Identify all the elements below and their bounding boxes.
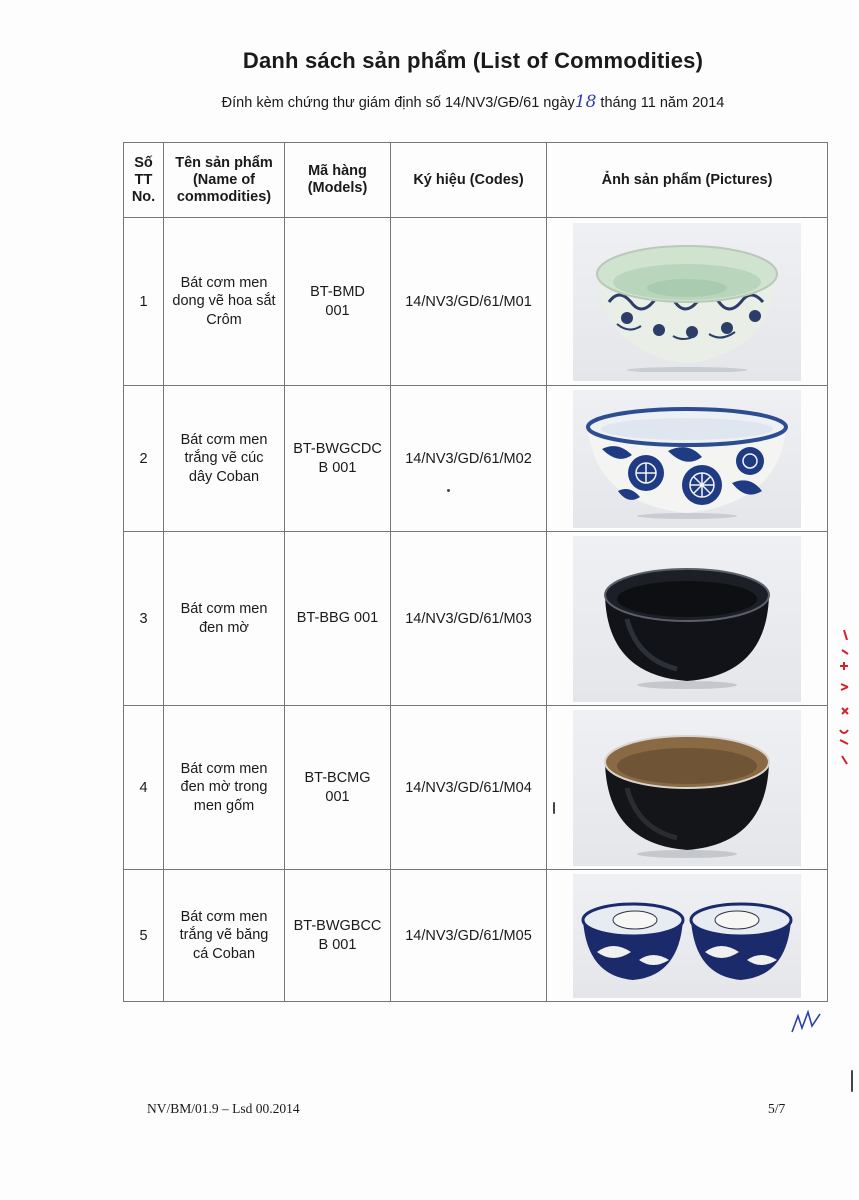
commodities-table bbox=[123, 142, 828, 1002]
picture-cell bbox=[547, 386, 828, 532]
commodity-name: Bát cơm men đen mờ trong men gốm bbox=[164, 706, 285, 870]
row-number: 5 bbox=[124, 870, 164, 1002]
commodity-name: Bát cơm men trắng vẽ băng cá Coban bbox=[164, 870, 285, 1002]
commodity-code: 14/NV3/GD/61/M01 bbox=[391, 218, 547, 386]
scan-speck bbox=[447, 489, 450, 492]
fish-pattern-bowls-icon bbox=[573, 874, 801, 998]
table-header-row bbox=[124, 143, 828, 218]
commodity-code: 14/NV3/GD/61/M02 bbox=[391, 386, 547, 532]
model-code: BT-BCMG 001 bbox=[285, 706, 391, 870]
row-number: 3 bbox=[124, 532, 164, 706]
header-model: Mã hàng (Models) bbox=[285, 143, 391, 218]
commodity-code: 14/NV3/GD/61/M04 bbox=[391, 706, 547, 870]
handwritten-initials-icon bbox=[790, 1008, 824, 1041]
model-code: BT-BMD 001 bbox=[285, 218, 391, 386]
row-number: 4 bbox=[124, 706, 164, 870]
page-title: Danh sách sản phẩm (List of Commodities) bbox=[242, 48, 704, 73]
model-code: BT-BBG 001 bbox=[285, 532, 391, 706]
scan-speck bbox=[553, 802, 555, 814]
table-row bbox=[124, 218, 828, 386]
handwritten-day: 18 bbox=[574, 92, 597, 112]
header-code: Ký hiệu (Codes) bbox=[391, 143, 547, 218]
row-number: 1 bbox=[124, 218, 164, 386]
commodity-code: 14/NV3/GD/61/M03 bbox=[391, 532, 547, 706]
model-code: BT-BWGCDCB 001 bbox=[285, 386, 391, 532]
scan-speck bbox=[851, 1070, 853, 1092]
table-row bbox=[124, 532, 828, 706]
commodity-code: 14/NV3/GD/61/M05 bbox=[391, 870, 547, 1002]
stamp-fragment-icon bbox=[832, 620, 856, 775]
black-bowl-ceramic-interior-icon bbox=[573, 710, 801, 866]
matte-black-bowl-icon bbox=[573, 536, 801, 702]
celadon-bowl-icon bbox=[573, 223, 801, 381]
commodity-name: Bát cơm men đen mờ bbox=[164, 532, 285, 706]
picture-cell bbox=[547, 532, 828, 706]
header-picture: Ảnh sản phẩm (Pictures) bbox=[547, 143, 828, 218]
table-row bbox=[124, 386, 828, 532]
header-name: Tên sản phẩm (Name of commodities) bbox=[164, 143, 285, 218]
commodity-name: Bát cơm men dong vẽ hoa sắt Crôm bbox=[164, 218, 285, 386]
picture-cell bbox=[547, 706, 828, 870]
table-row bbox=[124, 706, 828, 870]
form-code: NV/BM/01.9 – Lsd 00.2014 bbox=[147, 1101, 300, 1116]
row-number: 2 bbox=[124, 386, 164, 532]
subtitle-text: Đính kèm chứng thư giám định số 14/NV3/GĐ/61 ngày bbox=[221, 95, 575, 111]
picture-cell bbox=[547, 870, 828, 1002]
certificate-reference bbox=[0, 92, 859, 112]
picture-cell bbox=[547, 218, 828, 386]
header-no: Số TT No. bbox=[124, 143, 164, 218]
table-row bbox=[124, 870, 828, 1002]
commodity-name: Bát cơm men trắng vẽ cúc dây Coban bbox=[164, 386, 285, 532]
blue-chrysanthemum-bowl-icon bbox=[573, 390, 801, 528]
page-number: 5/7 bbox=[768, 1101, 786, 1116]
model-code: BT-BWGBCCB 001 bbox=[285, 870, 391, 1002]
subtitle-date-text: tháng 11 năm 2014 bbox=[596, 95, 725, 111]
